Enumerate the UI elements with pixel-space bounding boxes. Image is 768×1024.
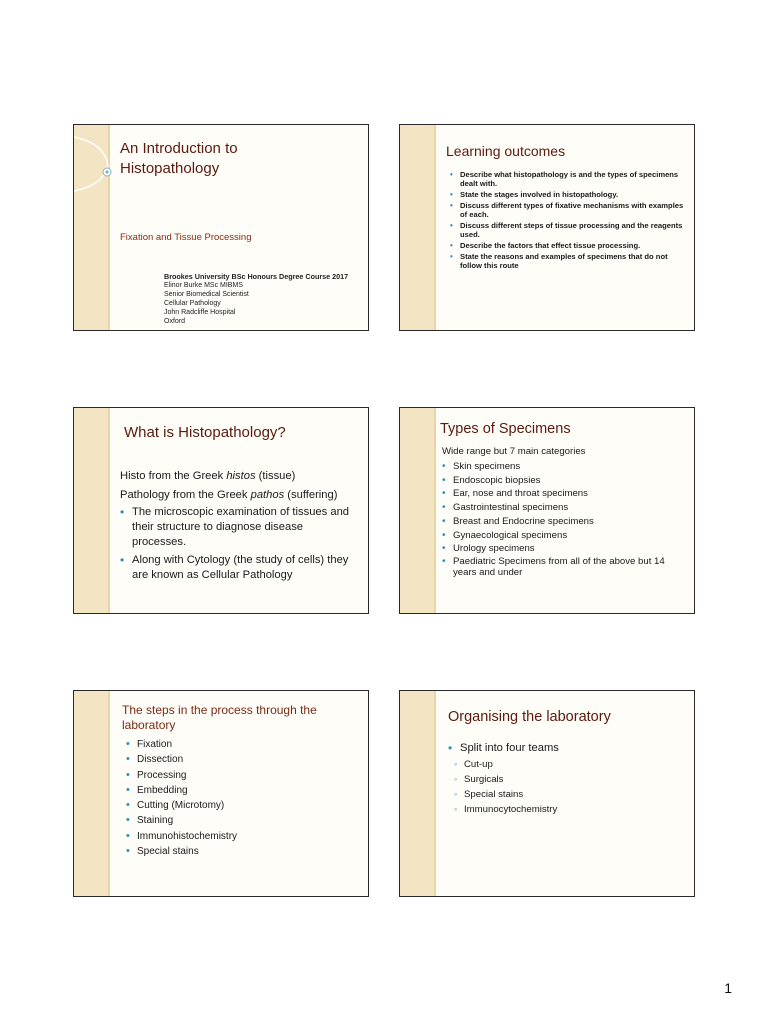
outcomes-list: [450, 170, 684, 272]
slide-1: [73, 124, 369, 331]
list-item: • Describe what histopathology is and the types of specimens dealt with.: [450, 170, 684, 188]
list-item: • The microscopic examination of tissues and their structure to diagnose disease processes.: [120, 505, 358, 550]
text-segment: (suffering): [284, 489, 338, 501]
decorative-strip: [400, 408, 436, 613]
list-item: • Cutting (Microtomy): [126, 798, 358, 813]
list-item: • Describe the factors that effect tissue processing.: [450, 241, 684, 250]
list-item: • Staining: [126, 813, 358, 828]
slide-5: [73, 690, 369, 897]
title-line: Histopathology: [120, 160, 220, 177]
decorative-strip: [400, 691, 436, 896]
slide-content: [120, 125, 358, 330]
slide-title: Organising the laboratory: [448, 709, 611, 725]
list-item: • Dissection: [126, 752, 358, 767]
decorative-strip: [74, 408, 110, 613]
list-item: • Fixation: [126, 737, 358, 752]
text-segment: Histo from the Greek: [120, 470, 227, 482]
city: Oxford: [164, 318, 186, 325]
text-segment: (tissue): [255, 470, 296, 482]
slide-title: Types of Specimens: [440, 421, 571, 437]
list-item: • Urology specimens: [442, 542, 684, 556]
list-item: • Processing: [126, 768, 358, 783]
list-item: • Endoscopic biopsies: [442, 474, 684, 488]
slide-title: Learning outcomes: [446, 143, 566, 159]
author-role: Senior Biomedical Scientist: [164, 291, 249, 298]
list-item: ◦ Special stains: [454, 787, 684, 802]
teams-list: [448, 741, 684, 756]
list-item: • State the stages involved in histopathology.: [450, 190, 684, 199]
teams-sublist: [454, 757, 684, 817]
course-name: Brookes University BSc Honours Degree Course 2017: [164, 272, 349, 281]
list-item: ◦ Cut-up: [454, 757, 684, 772]
decorative-strip: [400, 125, 436, 330]
hospital: John Radcliffe Hospital: [164, 309, 236, 316]
credits-block: [164, 272, 348, 326]
list-item: • Gynaecological specimens: [442, 529, 684, 543]
slide-content: [120, 408, 358, 613]
slide-title: The steps in the process through the laboratory: [122, 703, 317, 732]
list-item: • Special stains: [126, 844, 358, 859]
greek-term: pathos: [250, 489, 285, 501]
specimen-list: [442, 460, 684, 579]
slide-subtitle: Fixation and Tissue Processing: [120, 232, 252, 243]
decorative-strip: [74, 691, 110, 896]
list-item: • Immunohistochemistry: [126, 829, 358, 844]
list-item: • Discuss different types of fixative mechanisms with examples of each.: [450, 201, 684, 219]
slide-intro: Wide range but 7 main categories: [442, 446, 586, 457]
etymology-pathos: [120, 486, 337, 504]
title-line: An Introduction to: [120, 140, 238, 157]
list-item: ◦ Surgicals: [454, 772, 684, 787]
list-item: • Skin specimens: [442, 460, 684, 474]
etymology-histo: [120, 467, 295, 485]
slide-6: [399, 690, 695, 897]
list-item: • Embedding: [126, 783, 358, 798]
author-name: Elinor Burke MSc MIBMS: [164, 282, 243, 289]
definition-list: [120, 505, 358, 583]
slide-4: [399, 407, 695, 614]
list-item: • Split into four teams: [448, 741, 684, 756]
list-item: • Gastrointestinal specimens: [442, 501, 684, 515]
slide-content: [440, 408, 684, 613]
slide-content: [446, 125, 684, 330]
list-item: • Breast and Endocrine specimens: [442, 515, 684, 529]
decorative-strip: [74, 125, 110, 330]
page-number: 1: [724, 980, 732, 996]
list-item: • State the reasons and examples of specimens that do not follow this route: [450, 252, 684, 270]
steps-list: [126, 737, 358, 859]
greek-term: histos: [226, 470, 256, 482]
slide-title: [120, 139, 238, 179]
slide-2: [399, 124, 695, 331]
slide-content: [446, 691, 684, 896]
text-segment: Pathology from the Greek: [120, 489, 251, 501]
list-item: • Paediatric Specimens from all of the above but 14 years and under: [442, 556, 684, 579]
list-item: • Discuss different steps of tissue processing and the reagents used.: [450, 221, 684, 239]
list-item: • Along with Cytology (the study of cells) they are known as Cellular Pathology: [120, 553, 358, 583]
department: Cellular Pathology: [164, 300, 221, 307]
list-item: ◦ Immunocytochemistry: [454, 802, 684, 817]
slide-3: [73, 407, 369, 614]
list-item: • Ear, nose and throat specimens: [442, 487, 684, 501]
slide-title: What is Histopathology?: [124, 424, 286, 441]
slide-content: [120, 691, 358, 896]
